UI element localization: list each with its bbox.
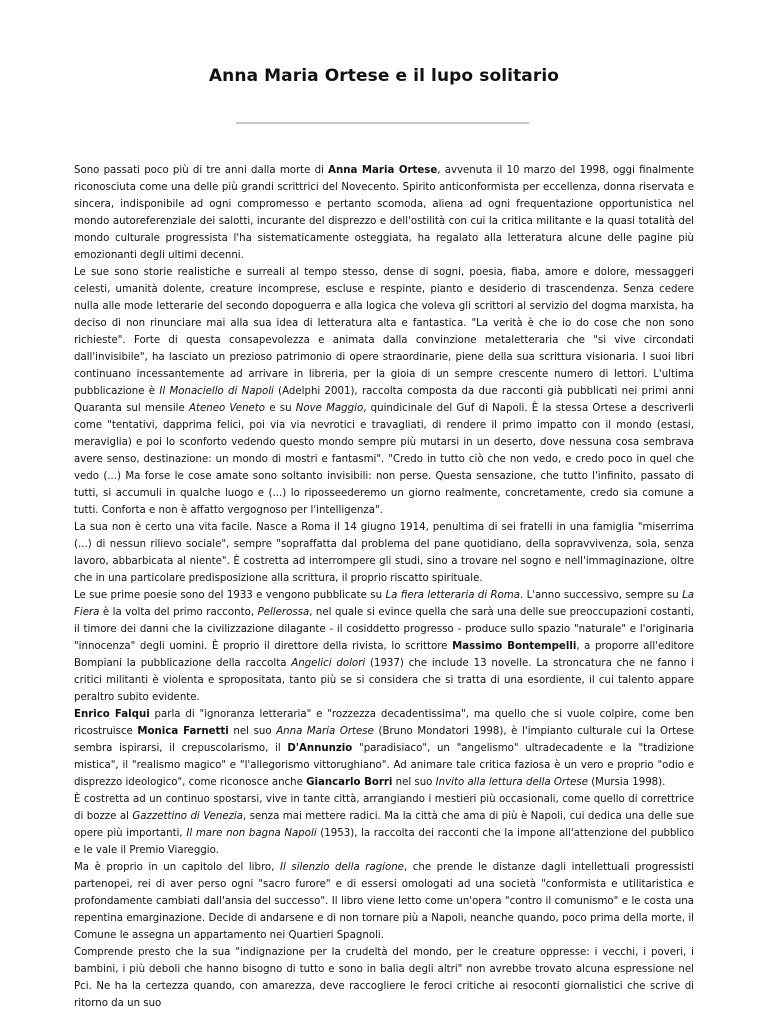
text-run: , quindicinale del Guf di Napoli. È la stessa Ortese a descriverli come "tentativi, dapprima felici, poi via via nevrotici e travagliati, di rendere il primo impatto con il mondo (estasi, meraviglia) e poi lo sconforto vedendo questo mondo sempre più mutarsi in un deserto, dove nessuna cosa sembrava avere senso, destinazione: un mondo di mostri e fantasmi". "Credo in tutto ciò che non vedo, e credo poco in quel che vedo (...) Ma forse le cose amate sono soltanto invisibili: non perse. Questa sensazione, che tutto l'infinito, passato di tutti, si accumuli in qualche luogo e (...) lo riposseederemo un giorno realmente, concretamente, credo sia comune a tutti. Conforta e non è affatto vergognoso per l'intelligenza".	[74, 403, 694, 516]
text-run: (1937) che include 13 novelle. La stroncatura che ne fanno i critici militanti è violenta e spropositata, tanto più se si considera che si tratta di una esordiente, il cui talento appare peraltro subito evidente.	[74, 658, 694, 703]
text-run: (Adelphi 2001), raccolta composta da due racconti già pubblicati nei primi anni Quaranta sul mensile	[74, 386, 695, 414]
paragraph	[74, 944, 694, 1012]
bold-name: Anna Maria Ortese	[328, 165, 438, 176]
paragraph	[74, 587, 694, 706]
text-run: nel suo	[228, 726, 277, 737]
text-run: Le sue sono storie realistiche e surreali al tempo stesso, dense di sogni, poesia, fiaba, amore e dolore, messaggeri celesti, umanità dolente, creature incomprese, escluse e respinte, pianto e desiderio di trascendenza. Senza cedere nulla alle mode letterarie del secondo dopoguerra e alla logica che voleva gli scrittori al servizio del dogma marxista, ha deciso di non rinunciare mai alla sua idea di letteratura alta e fantastica. "La verità è che io do cose che non sono richieste". Forte di questa consapevolezza e animata dalla convinzione metaletteraria che "si vive circondati dall'invisibile", ha lasciato un prezioso patrimonio di opere straordinarie, piene della sua scrittura visionaria. I suoi libri continuano incessantemente ad arrivare in libreria, per la gioia di un sempre crescente numero di lettori. L'ultima pubblicazione è	[74, 267, 694, 397]
bold-name: D'Annunzio	[287, 743, 353, 754]
bold-name: Enrico Falqui	[74, 709, 150, 720]
text-run: È costretta ad un continuo spostarsi, vive in tante città, arrangiando i mestieri più occasionali, come quello di correttrice di bozze al	[74, 794, 694, 822]
text-run: Le sue prime poesie sono del 1933 e vengono pubblicate su	[74, 590, 386, 601]
text-run: (1953), la raccolta dei racconti che la impone all'attenzione del pubblico e le vale il Premio Viareggio.	[74, 828, 694, 856]
text-run: (Mursia 1998).	[587, 777, 666, 788]
text-run: , nel quale si evince quella che sarà una delle sue preoccupazioni costanti, il timore dei danni che la civilizzazione dilagante - il cosiddetto progresso - produce sullo spazio "naturale" e l'originaria "innocenza" degli uomini. È proprio il direttore della rivista, lo scrittore	[74, 607, 694, 652]
text-run: e su	[265, 403, 296, 414]
italic-title: La fiera letteraria di Roma	[385, 590, 520, 601]
paragraph	[74, 706, 694, 791]
text-run: , a proporre all'editore Bompiani la pubblicazione della raccolta	[74, 641, 694, 669]
text-run: "paradisiaco", un "angelismo" ultradecadente e la "tradizione mistica", il "realismo magico" e "l'allegorismo vittorughiano". Ad animare tale critica faziosa è un vero e proprio "odio e disprezzo ideologico", come riconosce anche	[74, 743, 695, 788]
italic-title: Gazzettino di Venezia	[132, 811, 244, 822]
italic-title: La Fiera	[74, 590, 694, 618]
paragraph	[74, 519, 694, 587]
bold-name: Massimo Bontempelli	[452, 641, 577, 652]
text-run: , che prende le distanze dagli intellettuali progressisti partenopei, rei di aver perso ogni "sacro furore" e di essersi omologati ad una società "conformista e utilitaristica e profondamente cambiati dall'ansia del successo". Il libro viene letto come un'opera "contro il comunismo" e le costa una repentina emarginazione. Decide di andarsene e di non tornare più a Napoli, neanche quando, poco prima della morte, il Comune le assegna un appartamento nei Quartieri Spagnoli.	[74, 862, 694, 941]
paragraph	[74, 162, 694, 264]
paragraph	[74, 859, 694, 944]
italic-title: Il Monaciello di Napoli	[159, 386, 274, 397]
paragraph	[74, 264, 694, 519]
paragraph	[74, 791, 694, 859]
article-body	[74, 162, 694, 1012]
text-run: . L'anno successivo, sempre su	[519, 590, 683, 601]
text-run: nel suo	[392, 777, 436, 788]
italic-title: Anna Maria Ortese	[276, 726, 374, 737]
bold-name: Giancarlo Borri	[306, 777, 393, 788]
text-run: Sono passati poco più di tre anni dalla morte di	[74, 165, 329, 176]
italic-title: Il mare non bagna Napoli	[186, 828, 317, 839]
italic-title: Il silenzio della ragione	[279, 862, 404, 873]
italic-title: Pellerossa	[257, 607, 310, 618]
text-run: è la volta del primo racconto,	[99, 607, 258, 618]
text-run: (Bruno Mondatori 1998), è l'impianto culturale cui la Ortese sembra ispirarsi, il crepuscolarismo, il	[74, 726, 694, 754]
text-run: parla di "ignoranza letteraria" e "rozzezza decadentissima", ma quello che si vuole colpire, come ben ricostruisce	[74, 709, 695, 737]
italic-title: Nove Maggio	[295, 403, 364, 414]
text-run: , senza mai mettere radici. Ma la città che ama di più è Napoli, cui dedica una delle sue opere più importanti,	[74, 811, 695, 839]
italic-title: Angelici dolori	[291, 658, 366, 669]
title-divider	[236, 122, 529, 124]
italic-title: Ateneo Veneto	[189, 403, 266, 414]
page-title: Anna Maria Ortese e il lupo solitario	[208, 66, 560, 86]
bold-name: Monica Farnetti	[137, 726, 229, 737]
text-run: , avvenuta il 10 marzo del 1998, oggi finalmente riconosciuta come una delle più grandi scrittrici del Novecento. Spirito anticonformista per eccellenza, donna riservata e sincera, indisponibile ad ogni compromesso e pertanto scomoda, aliena ad ogni frequentazione opportunistica nel mondo autoreferenziale dei salotti, incurante del disprezzo e dell'ostilità con cui la critica militante e la quasi totalità del mondo culturale progressista l'ha sistematicamente osteggiata, ha regalato alla letteratura alcune delle pagine più emozionanti degli ultimi decenni.	[74, 165, 695, 261]
text-run: Comprende presto che la sua "indignazione per la crudeltà del mondo, per le creature oppresse: i vecchi, i poveri, i bambini, i più deboli che hanno bisogno di tutto e sono in balia degli altri" non avrebbe trovato alcuna espressione nel Pci. Ne ha la certezza quando, con amarezza, deve raccogliere le feroci critiche ai resoconti giornalistici che scrive di ritorno da un suo	[74, 947, 694, 1009]
text-run: Ma è proprio in un capitolo del libro,	[74, 862, 280, 873]
italic-title: Invito alla lettura della Ortese	[435, 777, 588, 788]
text-run: La sua non è certo una vita facile. Nasce a Roma il 14 giugno 1914, penultima di sei fratelli in una famiglia "miserrima (...) di nessun rilievo sociale", sempre "sopraffatta dal problema del pane quotidiano, della sopravvivenza, sola, senza lavoro, abbarbicata al niente". È costretta ad interrompere gli studi, sino a trovare nel sogno e nell'immaginazione, oltre che in una particolare predisposizione alla scrittura, il proprio riscatto spirituale.	[74, 522, 694, 584]
